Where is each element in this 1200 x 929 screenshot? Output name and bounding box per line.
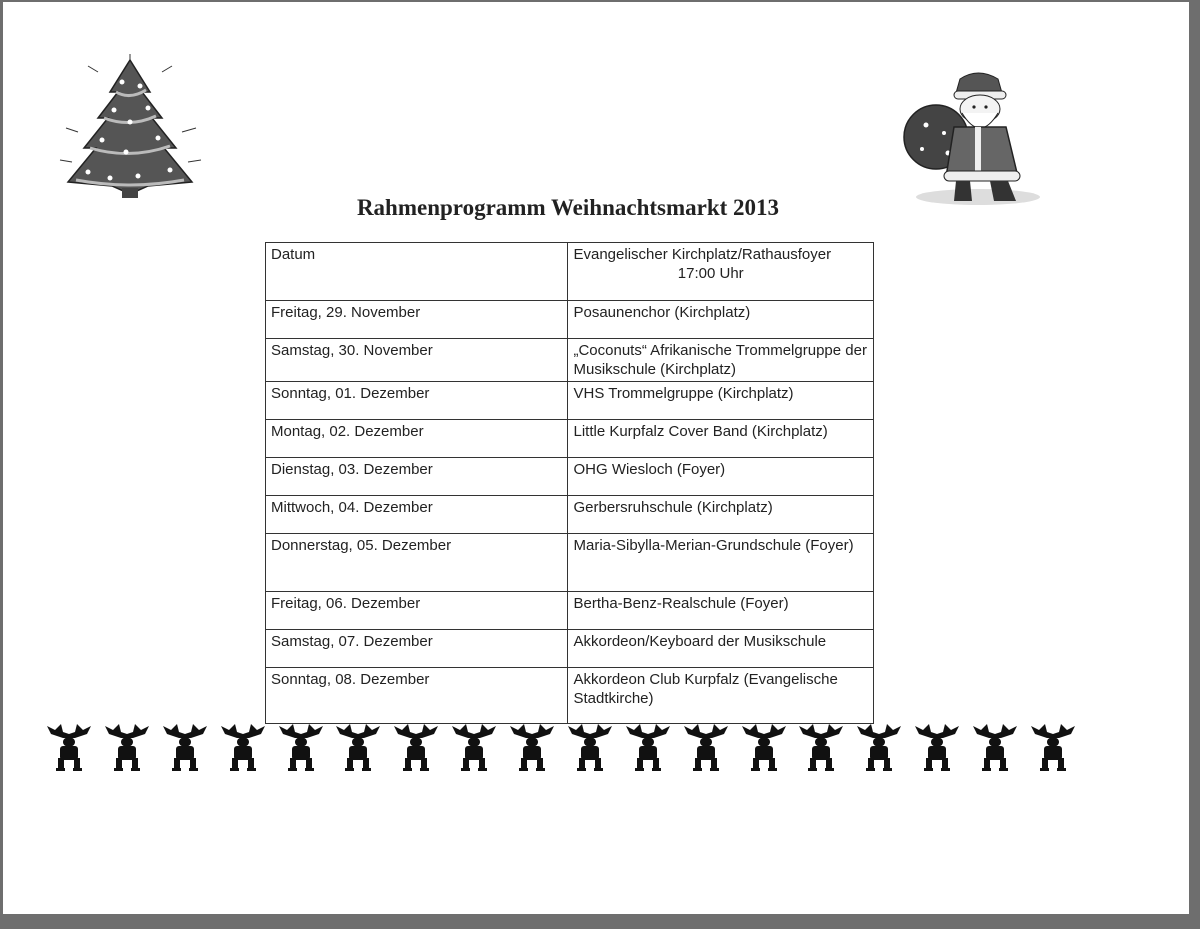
reindeer-icon [1025,720,1081,772]
document-page [3,2,1189,914]
row-date: Freitag, 06. Dezember [266,592,568,630]
reindeer-icon [967,720,1023,772]
santa-claus-icon [898,67,1043,209]
schedule-table [265,242,874,724]
reindeer-icon [446,720,502,772]
table-row [266,534,874,592]
reindeer-icon [330,720,386,772]
reindeer-icon [41,720,97,772]
row-event: Bertha-Benz-Realschule (Foyer) [568,592,874,630]
reindeer-icon [273,720,329,772]
christmas-tree-icon [58,52,203,202]
header-date: Datum [266,243,568,301]
table-row [266,496,874,534]
table-row [266,630,874,668]
row-event: „Coconuts“ Afrikanische Trommelgruppe der Musikschule (Kirchplatz) [568,339,874,382]
table-row [266,668,874,724]
header-location-line1: Evangelischer Kirchplatz/Rathausfoyer [573,246,832,263]
reindeer-icon [793,720,849,772]
row-date: Freitag, 29. November [266,301,568,339]
reindeer-icon [215,720,271,772]
row-event: Gerbersruhschule (Kirchplatz) [568,496,874,534]
table-row [266,420,874,458]
reindeer-icon [678,720,734,772]
header-time: 17:00 Uhr [677,265,744,282]
table-row [266,458,874,496]
reindeer-icon [99,720,155,772]
row-date: Samstag, 30. November [266,339,568,382]
reindeer-icon [157,720,213,772]
page-title: Rahmenprogramm Weihnachtsmarkt 2013 [356,195,780,220]
row-event: Akkordeon/Keyboard der Musikschule [568,630,874,668]
reindeer-icon [851,720,907,772]
reindeer-icon [736,720,792,772]
table-header-row [266,243,874,301]
reindeer-icon [562,720,618,772]
reindeer-icon [620,720,676,772]
row-event: Posaunenchor (Kirchplatz) [568,301,874,339]
row-event: OHG Wiesloch (Foyer) [568,458,874,496]
reindeer-icon [388,720,444,772]
header-location [568,243,874,301]
row-date: Sonntag, 01. Dezember [266,382,568,420]
row-date: Samstag, 07. Dezember [266,630,568,668]
table-row [266,339,874,382]
reindeer-icon [504,720,560,772]
reindeer-border [41,720,1081,772]
row-event: VHS Trommelgruppe (Kirchplatz) [568,382,874,420]
row-date: Mittwoch, 04. Dezember [266,496,568,534]
table-row [266,382,874,420]
row-event: Maria-Sibylla-Merian-Grundschule (Foyer) [568,534,874,592]
row-date: Sonntag, 08. Dezember [266,668,568,724]
row-event: Little Kurpfalz Cover Band (Kirchplatz) [568,420,874,458]
reindeer-icon [909,720,965,772]
row-date: Montag, 02. Dezember [266,420,568,458]
table-row [266,592,874,630]
row-event: Akkordeon Club Kurpfalz (Evangelische Stadtkirche) [568,668,874,724]
row-date: Dienstag, 03. Dezember [266,458,568,496]
table-row [266,301,874,339]
row-date: Donnerstag, 05. Dezember [266,534,568,592]
